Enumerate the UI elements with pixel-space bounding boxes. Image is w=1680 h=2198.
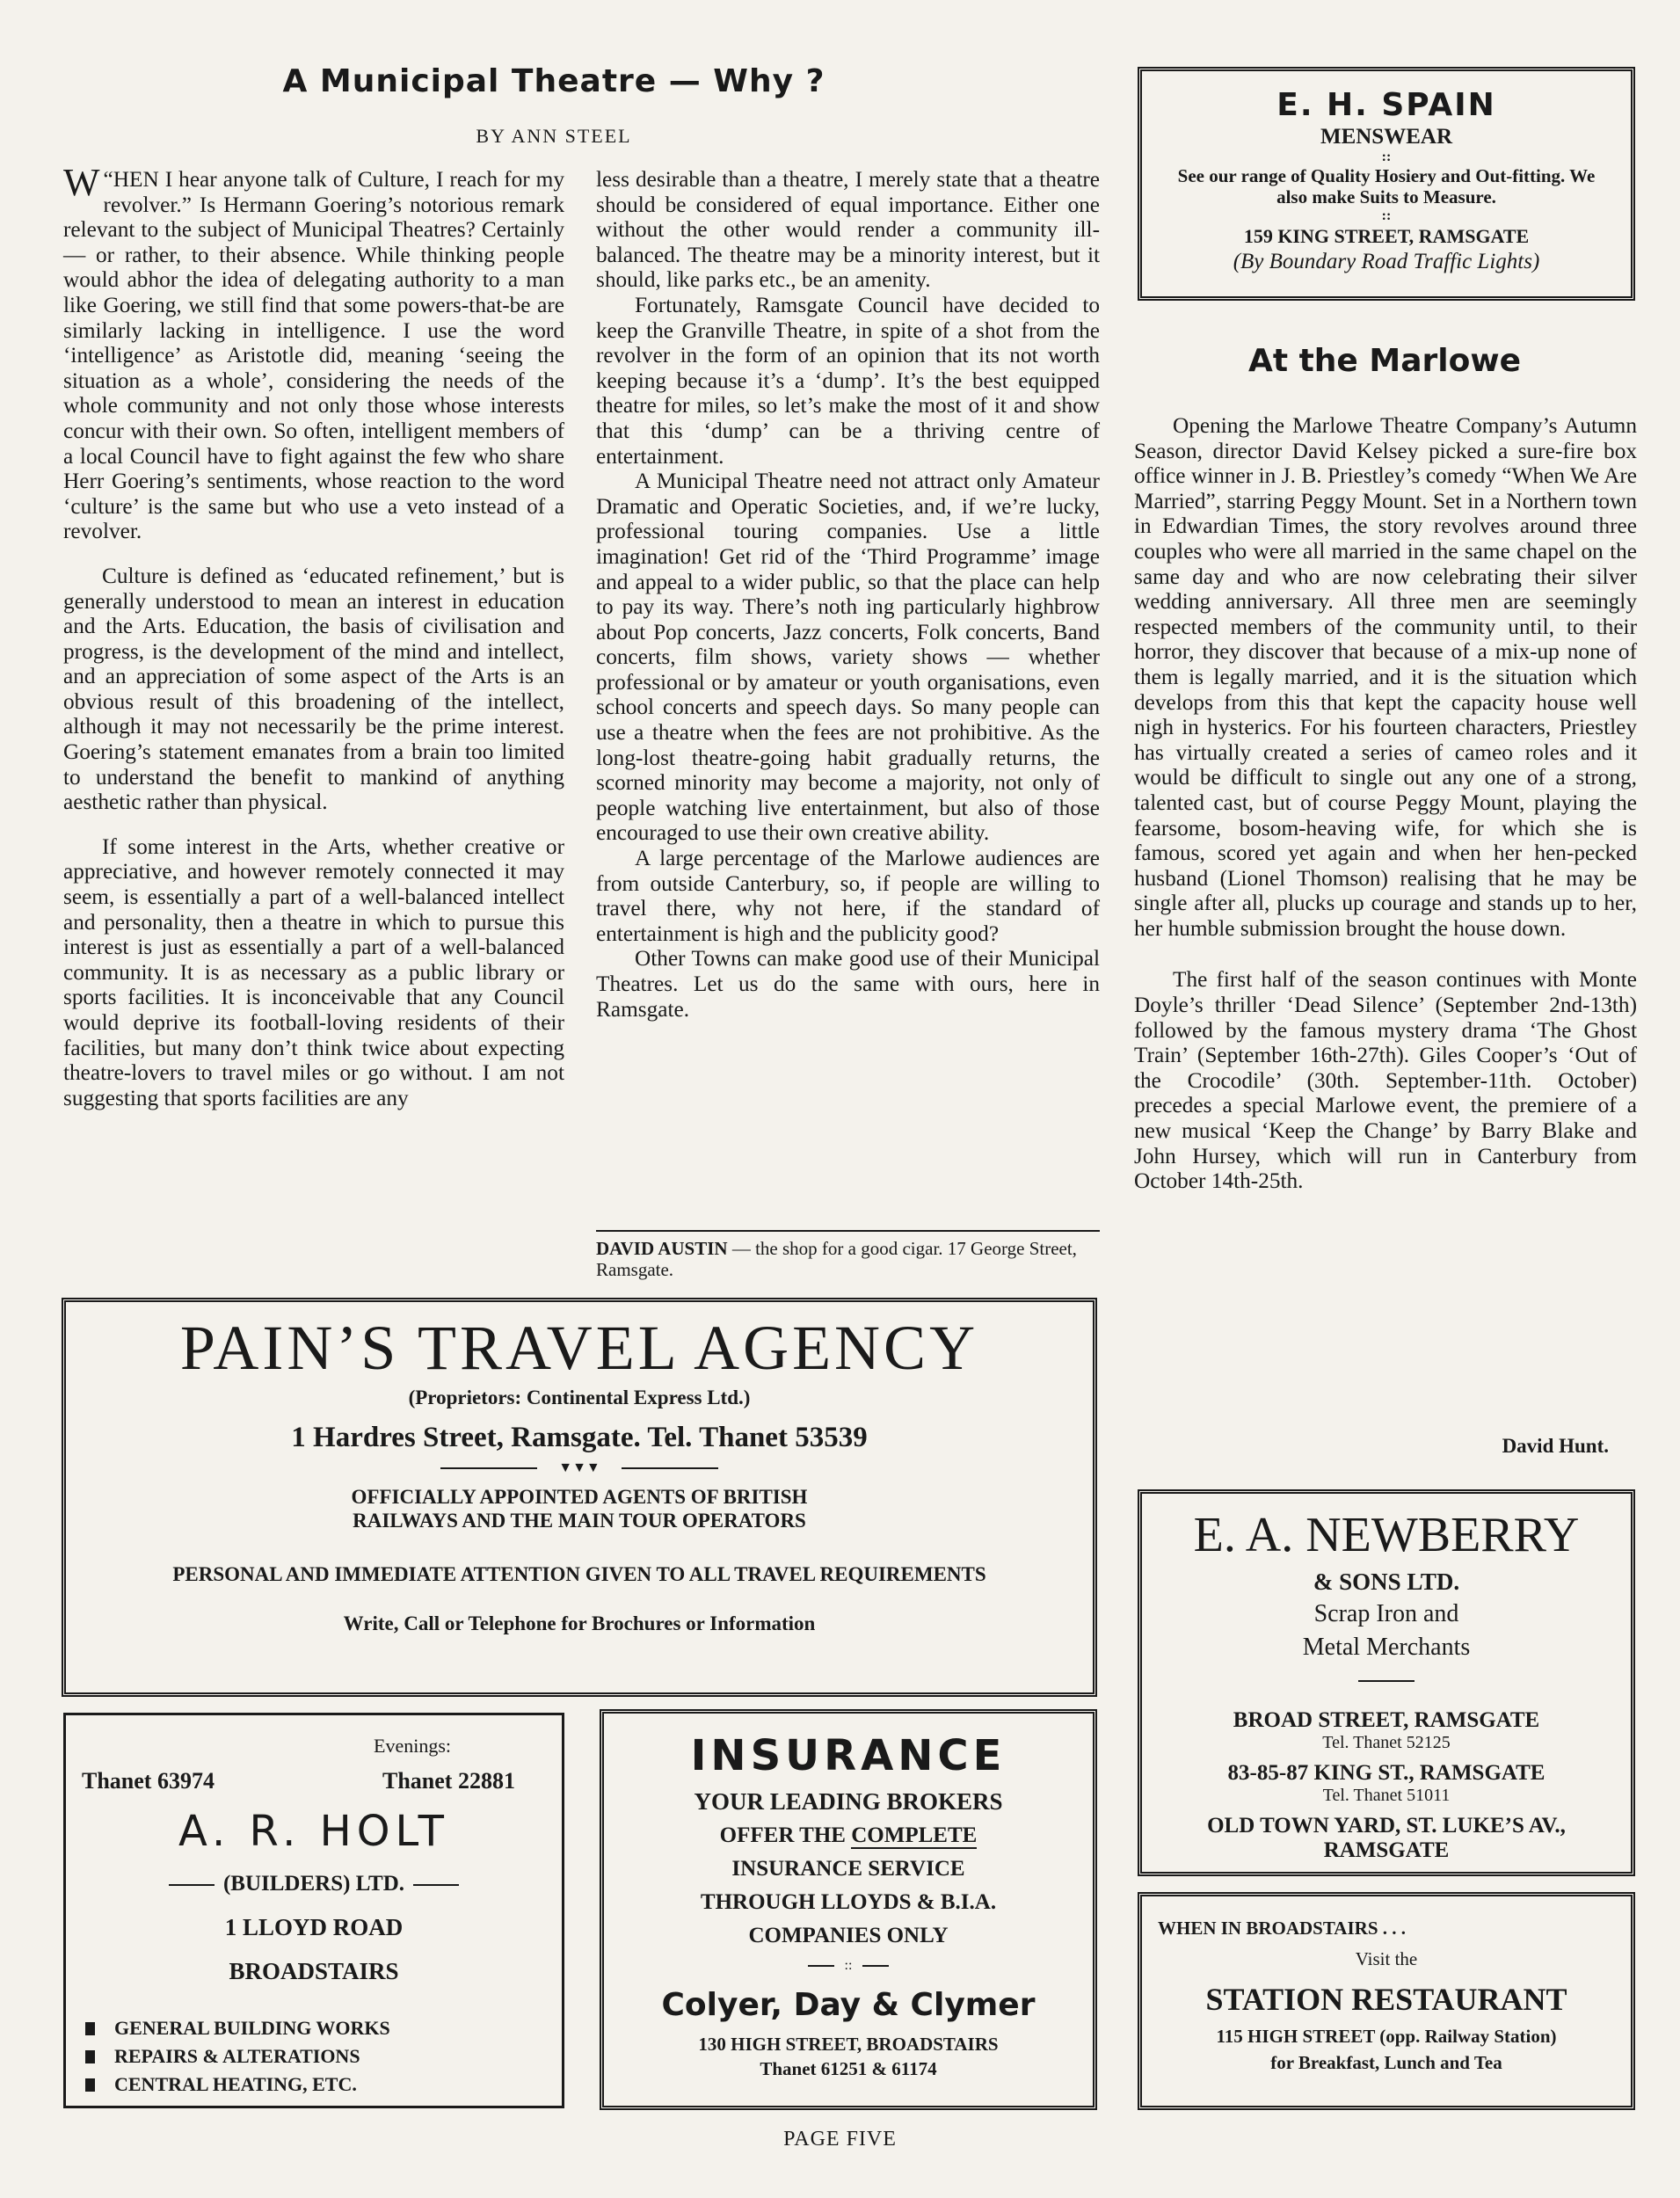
spain-address: 159 KING STREET, RAMSGATE	[1243, 225, 1530, 247]
list-item: CENTRAL HEATING, ETC.	[85, 2071, 390, 2099]
insurance-firm: Colyer, Day & Clymer	[661, 1987, 1036, 2023]
article-paragraph: Other Towns can make good use of their Municipal Theatres. Let us do the same with ours, here in Ramsgate.	[596, 946, 1100, 1022]
pains-official: OFFICIALLY APPOINTED AGENTS OF BRITISH RAILWAYS AND THE MAIN TOUR OPERATORS	[351, 1486, 808, 1532]
article-paragraph: Opening the Marlowe Theatre Company’s Autumn Season, director David Kelsey picked a sure-fire box office winner in J. B. Priestley’s comedy “When We Are Married”, starring Peggy Mount. Set in a Northern town in Edwardian Times, the story revolves around three couples who were all married in the same chapel on the same day and who are now celebrating their silver wedding anniversary. All three men are seemingly respected members of the community until, to their horror, they discover that because of a mix-up none of them is legally married, and it is the situation which develops from this that kept the capacity house well nigh in hysterics. For his fourteen characters, Priestley has virtually created a series of cameo roles and it would be difficult to single out any one of a strong, talented cast, but of course Peggy Mount, playing the fearsome, bosom-heaving wife, for which she is famous, scored yet again and when her hen-pecked husband (Lionel Thomson) realising that he may be single after all, plucks up courage and stands up to her, her humble submission brought the house down.	[1134, 413, 1637, 941]
newberry-tel: Tel. Thanet 51011	[1322, 1786, 1451, 1805]
holt-sub: (BUILDERS) LTD.	[66, 1872, 562, 1896]
station-name: STATION RESTAURANT	[1205, 1982, 1567, 2017]
spain-range: See our range of Quality Hosiery and Out-fitting. We also make Suits to Measure.	[1177, 165, 1596, 207]
newberry-trade: Scrap Iron and	[1313, 1600, 1459, 1627]
insurance-tel: Thanet 61251 & 61174	[760, 2058, 937, 2079]
article-paragraph: less desirable than a theatre, I merely state that a theatre should be considered of equal importance. Either one without the other would render a community ill-balanced. The theatre may be a minority interest, but it should, like parks etc., be an amenity.	[596, 167, 1100, 293]
drop-cap: W	[63, 161, 100, 204]
bullet-square-icon	[85, 2022, 95, 2035]
station-address: 115 HIGH STREET (opp. Railway Station)	[1216, 2026, 1557, 2047]
insurance-line: INSURANCE SERVICE	[731, 1857, 965, 1881]
article-title: A Municipal Theatre — Why ?	[282, 63, 825, 99]
article-byline: BY ANN STEEL	[476, 125, 632, 147]
filler-text: — the shop for a good cigar. 17 George Street, Ramsgate.	[596, 1238, 1077, 1280]
article-paragraph: A Municipal Theatre need not attract only Amateur Dramatic and Operatic Societies, and, if we’re lucky, professional touring companies. Use a little imagination! Get rid of the ‘Third Programme’ image and appeal to a wider public, so that the place can help to pay its way. There’s noth ing particularly highbrow about Pop concerts, Jazz concerts, Folk concerts, Band concerts, film shows, variety shows — whether professional or by amateur or youth organisations, even school concerts and speech days. So many people can use a theatre when the fees are not prohibitive. As the long-lost theatre-going habit gradually returns, the scorned minority may become a majority, not only of people watching live entertainment, but also of those encouraged to use their own creative ability.	[596, 469, 1100, 846]
station-visit: Visit the	[1355, 1948, 1418, 1969]
article-column-left	[63, 161, 564, 1110]
holt-ad	[63, 1713, 564, 2108]
holt-evenings-label: Evenings:	[374, 1735, 451, 1757]
spain-name: E. H. SPAIN	[1276, 87, 1496, 123]
article-paragraph: Culture is defined as ‘educated refinement,’ but is generally understood to mean an interest in education and the Arts. Education, the basis of civilisation and progress, is the development of the mind and intellect, and an appreciation of some aspect of the Arts is an obvious result of this broadening of the intellect, although it may not necessarily be the prime interest. Goering’s statement emanates from a brain too limited to understand the benefit to mankind of anything aesthetic rather than physical.	[63, 563, 564, 815]
pains-name: PAIN’S TRAVEL AGENCY	[179, 1313, 979, 1383]
station-meals: for Breakfast, Lunch and Tea	[1270, 2052, 1502, 2073]
page-number: PAGE FIVE	[783, 2128, 897, 2151]
list-item: REPAIRS & ALTERATIONS	[85, 2042, 390, 2071]
newberry-name: E. A. NEWBERRY	[1193, 1508, 1580, 1562]
insurance-line: YOUR LEADING BROKERS	[694, 1788, 1003, 1815]
insurance-line: OFFER THE COMPLETE	[719, 1823, 978, 1847]
holt-tel-day: Thanet 63974	[82, 1768, 215, 1794]
list-item: GENERAL BUILDING WORKS	[85, 2014, 390, 2042]
ornament-divider: ▼▼▼	[66, 1457, 1093, 1480]
ornament-divider: ::	[604, 1953, 1093, 1979]
insurance-line: COMPANIES ONLY	[748, 1924, 949, 1947]
pains-personal: PERSONAL AND IMMEDIATE ATTENTION GIVEN TO ALL TRAVEL REQUIREMENTS	[172, 1563, 986, 1585]
article-paragraph: A large percentage of the Marlowe audiences are from outside Canterbury, so, if people are willing to travel there, why not here, if the standard of entertainment is high and the publicity good?	[596, 846, 1100, 946]
holt-services-list	[85, 2014, 390, 2099]
insurance-ad	[600, 1709, 1097, 2110]
article-paragraph: The first half of the season continues with Monte Doyle’s thriller ‘Dead Silence’ (September 2nd-13th) followed by the famous mystery drama ‘The Ghost Train’ (September 16th-27th). Giles Cooper’s ‘Out of the Crocodile’ (30th. September-11th. October) precedes a special Marlowe event, the premiere of a new musical ‘Keep the Change’ by Barry Blake and John Hursey, which will run in Canterbury from October 14th-25th.	[1134, 967, 1637, 1194]
newberry-tel: Tel. Thanet 52125	[1322, 1733, 1451, 1752]
insurance-address: 130 HIGH STREET, BROADSTAIRS	[698, 2034, 999, 2055]
spain-ad	[1138, 67, 1635, 301]
spain-sub: MENSWEAR	[1320, 125, 1452, 149]
divider	[1358, 1680, 1415, 1682]
marlowe-author: David Hunt.	[1502, 1435, 1609, 1457]
newberry-address: BROAD STREET, RAMSGATE	[1233, 1708, 1540, 1732]
pains-travel-ad	[62, 1298, 1097, 1697]
pains-write: Write, Call or Telephone for Brochures or Information	[343, 1612, 816, 1634]
station-restaurant-ad	[1138, 1892, 1635, 2110]
holt-address-2: BROADSTAIRS	[229, 1958, 399, 1984]
newberry-ad	[1138, 1489, 1635, 1876]
newberry-address: 83-85-87 KING ST., RAMSGATE	[1227, 1761, 1545, 1785]
marlowe-column	[1134, 413, 1637, 1194]
station-intro: WHEN IN BROADSTAIRS . . .	[1158, 1918, 1406, 1939]
insurance-title: INSURANCE	[690, 1731, 1007, 1780]
holt-address-1: 1 LLOYD ROAD	[224, 1914, 404, 1940]
divider	[596, 1230, 1100, 1232]
article-column-middle	[596, 167, 1100, 1022]
holt-tel-evening: Thanet 22881	[382, 1768, 515, 1794]
pains-proprietors: (Proprietors: Continental Express Ltd.)	[408, 1386, 751, 1408]
insurance-line: THROUGH LLOYDS & B.I.A.	[700, 1890, 997, 1914]
filler-ad	[596, 1238, 1100, 1280]
article-paragraph: Fortunately, Ramsgate Council have decided to keep the Granville Theatre, in spite of a shot from the revolver in the form of an opinion that its not worth keeping because it’s a ‘dump’. It’s the best equipped theatre for miles, so let’s make the most of it and show that this ‘dump’ can be a thriving centre of entertainment.	[596, 292, 1100, 469]
newberry-address: OLD TOWN YARD, ST. LUKE’S AV., RAMSGATE	[1207, 1814, 1566, 1862]
ornament-divider: ::	[1381, 149, 1392, 164]
filler-name: DAVID AUSTIN	[596, 1238, 728, 1259]
bullet-square-icon	[85, 2050, 95, 2063]
spain-note: (By Boundary Road Traffic Lights)	[1233, 250, 1540, 273]
newberry-trade: Metal Merchants	[1302, 1634, 1471, 1661]
article-paragraph: If some interest in the Arts, whether creative or appreciative, and however remotely connected it may seem, is essentially a part of a well-balanced intellect and personality, then a theatre in which to pursue this interest is just as essentially a part of a well-balanced community. It is as necessary as a public library or sports facilities. It is inconceivable that any Council would deprive its football-loving residents of their facilities, but many don’t think twice about expecting theatre-lovers to travel miles or go without. I am not suggesting that sports facilities are any	[63, 833, 564, 1110]
newberry-sub: & SONS LTD.	[1313, 1568, 1460, 1595]
ornament-divider: ::	[1381, 208, 1392, 223]
article-paragraph: “ W HEN I hear anyone talk of Culture, I reach for my revolver.” Is Hermann Goering’s notorious remark relevant to the subject of Municipal Theatres? Certainly— or rather, to their absence. While thinking people would abhor the idea of delegating authority to a man like Goering, we still find that some powers-that-be are similarly lacking in intelligence. I use the word ‘intelligence’ as Aristotle did, meaning ‘seeing the situation as a whole’, considering the needs of the whole community and not only those whose interests concur with their own. So often, intelligent members of a local Council have to fight against the few who share Herr Goering’s sentiments, whose reaction to the word ‘culture’ is the same but who use a veto instead of a revolver.	[63, 161, 564, 544]
marlowe-title: At the Marlowe	[1247, 343, 1521, 379]
holt-name: A. R. HOLT	[178, 1807, 449, 1856]
bullet-square-icon	[85, 2078, 95, 2092]
pains-address: 1 Hardres Street, Ramsgate. Tel. Thanet 53539	[291, 1422, 868, 1453]
